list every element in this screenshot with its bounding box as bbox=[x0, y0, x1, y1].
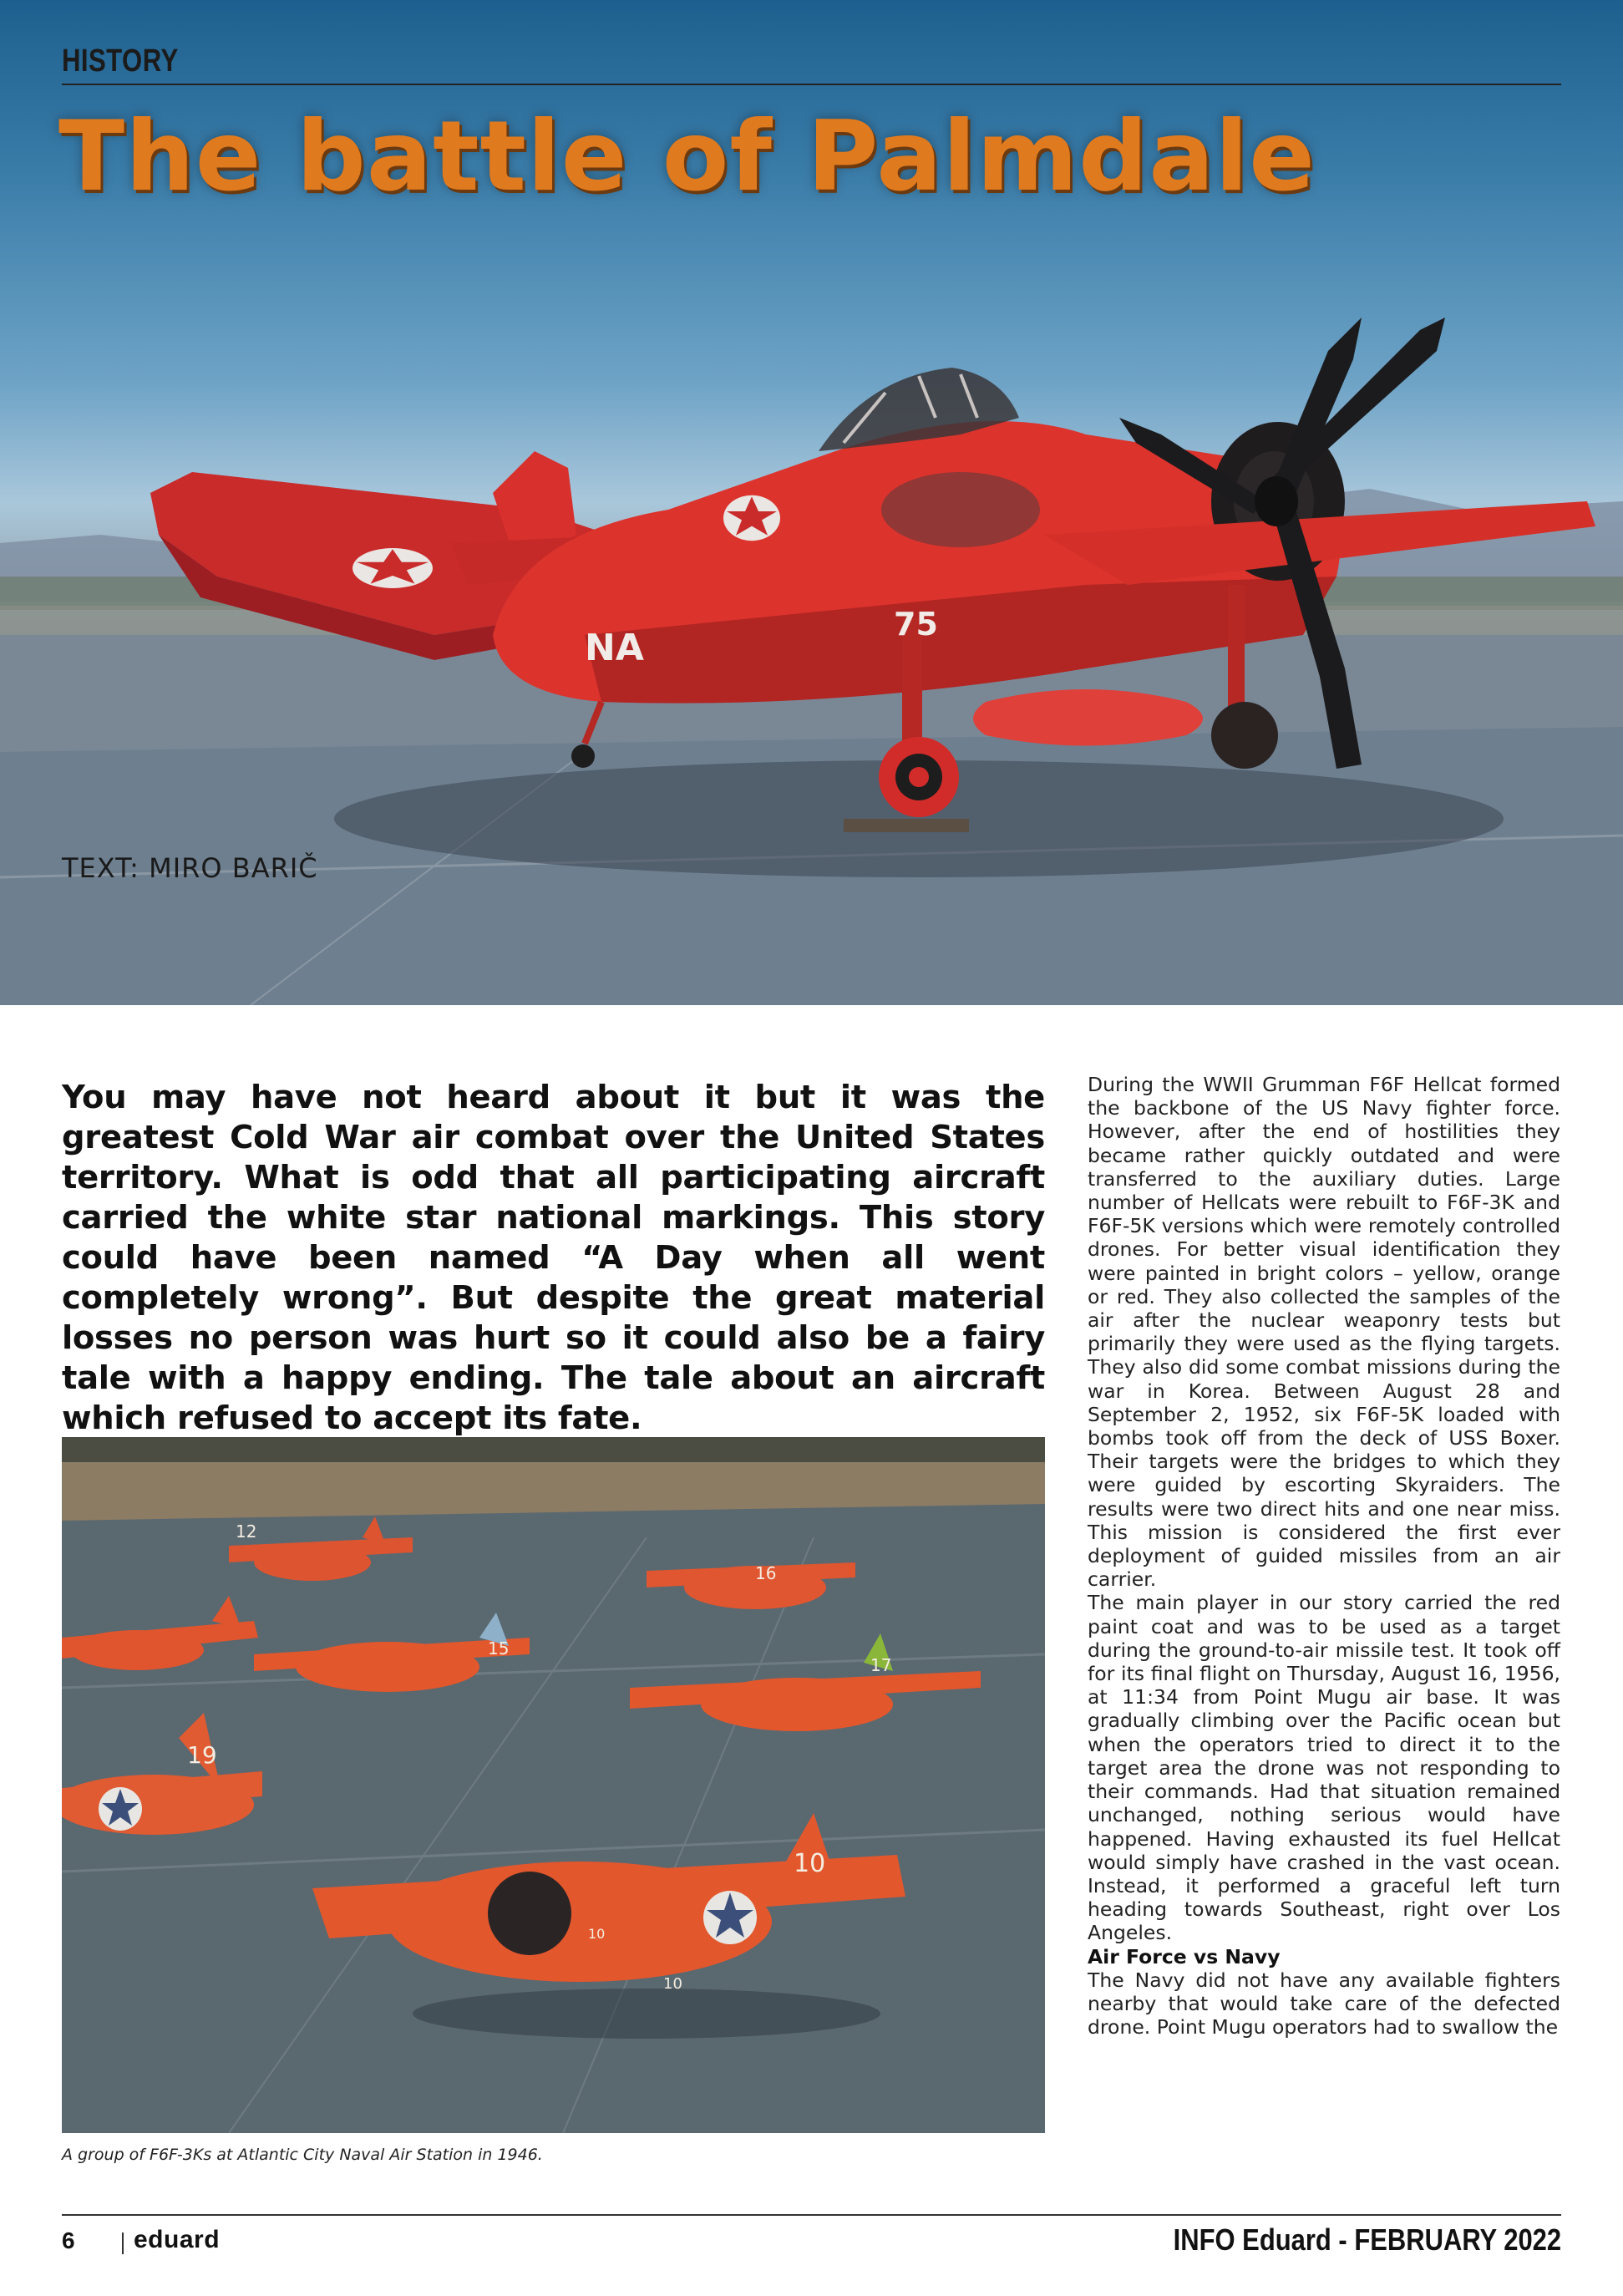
body-paragraph: The Navy did not have any available fighters nearby that would take care of the defected drone. Point Mugu operators had to swallow the bbox=[1088, 1968, 1560, 2039]
national-star-marking bbox=[352, 548, 433, 588]
tail-number: 10 bbox=[663, 1975, 682, 1993]
tail-number: 10 bbox=[588, 1926, 606, 1942]
tail-number: 17 bbox=[870, 1655, 892, 1675]
tail-number: 12 bbox=[236, 1521, 257, 1542]
hero-photo bbox=[0, 0, 1623, 1005]
header-rule bbox=[62, 84, 1561, 85]
tail-number: 19 bbox=[187, 1741, 217, 1769]
brand-logo: eduard bbox=[134, 2226, 221, 2253]
tail-number: 15 bbox=[488, 1638, 510, 1659]
issue-label: INFO Eduard - FEBRUARY 2022 bbox=[1173, 2222, 1561, 2257]
hellcat-group-photo bbox=[62, 1437, 1045, 2133]
body-column bbox=[1088, 1073, 1560, 2039]
body-paragraph: During the WWII Grumman F6F Hellcat formed the backbone of the US Navy fighter force. However, after the end of hostilities they became rather quickly outdated and were transferred to the auxiliary duties. Large number of Hellcats were rebuilt to F6F-3K and F6F-5K versions which were remotely controlled drones. For better visual identification they were painted in bright colors – yellow, orange or red. They also collected the samples of the air after the nuclear weaponry tests but primarily they were used as the flying targets. They also did some combat missions during the war in Korea. Between August 28 and September 2, 1952, six F6F-5K loaded with bombs took off from the deck of USS Boxer. Their targets were the bridges to which they were guided by escorting Skyraiders. The results were two direct hits and one near miss. This mission is considered the first ever deployment of guided missiles from an air carrier. bbox=[1088, 1073, 1560, 1592]
footer-rule bbox=[62, 2214, 1561, 2216]
fuselage-marking-text: NA bbox=[585, 627, 644, 669]
page-number: 6 bbox=[62, 2227, 75, 2253]
lead-paragraph: You may have not heard about it but it was the greatest Cold War air combat over the United States territory. What is odd that all participating aircraft carried the white star national markings. This story could have been named “A Day when all went completely wrong”. But despite the great material losses no person was hurt so it could also be a fairy tale with a happy ending. The tale about an aircraft which refused to accept its fate. bbox=[62, 1079, 1045, 1437]
tail-number-text: 75 bbox=[894, 606, 938, 643]
tail-number: 16 bbox=[755, 1563, 777, 1583]
body-paragraph: The main player in our story carried the red paint coat and was to be used as a target during the ground-to-air missile test. It took off for its final flight on Thursday, August 16, 1956, at 11:34 from Point Mugu air base. It was gradually climbing over the Pacific ocean but when the operators tried to direct it to the target area the drone was not responding to their commands. Had that situation remained unchanged, nothing serious would have happened. Having exhausted its fuel Hellcat would simply have crashed in the vast ocean. Instead, it performed a graceful left turn heading towards Southeast, right over Los Angeles. bbox=[1088, 1591, 1560, 1945]
footer-divider bbox=[122, 2233, 124, 2254]
tail-number: 10 bbox=[794, 1849, 826, 1878]
section-subhead: Air Force vs Navy bbox=[1088, 1944, 1281, 1968]
photo-caption: A group of F6F-3Ks at Atlantic City Naval Air Station in 1946. bbox=[62, 2146, 543, 2164]
section-label: HISTORY bbox=[62, 43, 179, 79]
aircraft-group-photo-icon bbox=[62, 1437, 1045, 2133]
article-title: The battle of Palmdale bbox=[58, 100, 1316, 213]
byline: TEXT: MIRO BARIČ bbox=[62, 852, 318, 884]
